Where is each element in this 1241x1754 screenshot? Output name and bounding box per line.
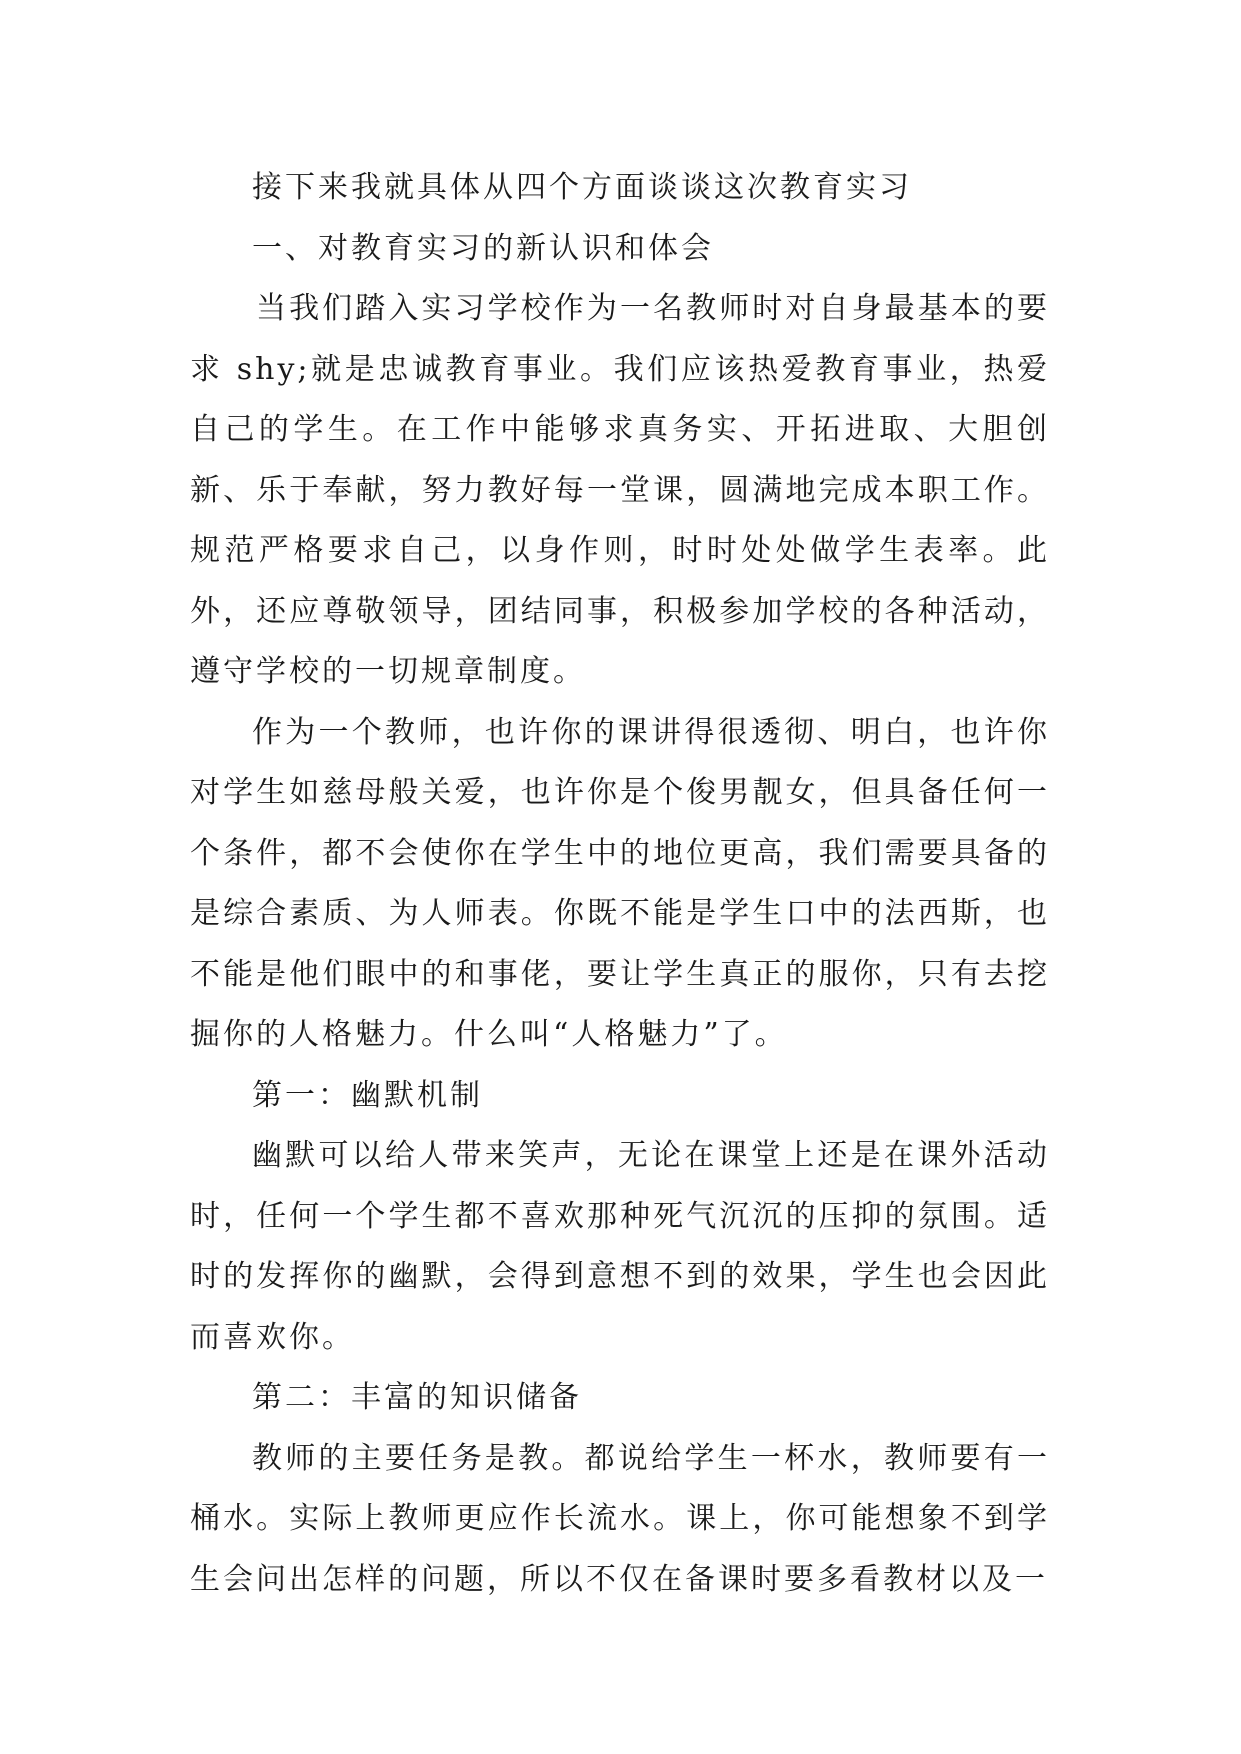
- body-paragraph: 当我们踏入实习学校作为一名教师时对自身最基本的要求 shy;就是忠诚教育事业。我们应该热爱教育事业，热爱自己的学生。在工作中能够求真务实、开拓进取、大胆创新、乐于奉献，努力教好每一堂课，圆满地完成本职工作。规范严格要求自己，以身作则，时时处处做学生表率。此外，还应尊敬领导，团结同事，积极参加学校的各种活动，遵守学校的一切规章制度。: [190, 291, 1050, 689]
- subheading: 第一：幽默机制: [252, 1077, 483, 1113]
- body-paragraph: 作为一个教师，也许你的课讲得很透彻、明白，也许你对学生如慈母般关爱，也许你是个俊男靓女，但具备任何一个条件，都不会使你在学生中的地位更高，我们需要具备的是综合素质、为人师表。你既不能是学生口中的法西斯，也不能是他们眼中的和事佬，要让学生真正的服你，只有去挖掘你的人格魅力。什么叫“人格魅力”了。: [190, 714, 1050, 1052]
- intro-paragraph: 接下来我就具体从四个方面谈谈这次教育实习: [252, 170, 912, 205]
- subheading: 第二：丰富的知识储备: [252, 1380, 582, 1415]
- section-heading: 一、对教育实习的新认识和体会: [252, 230, 714, 266]
- body-paragraph: 幽默可以给人带来笑声，无论在课堂上还是在课外活动时，任何一个学生都不喜欢那种死气沉沉的压抑的氛围。适时的发挥你的幽默，会得到意想不到的效果，学生也会因此而喜欢你。: [190, 1138, 1050, 1355]
- document-body: [190, 158, 1050, 1610]
- body-paragraph: 教师的主要任务是教。都说给学生一杯水，教师要有一桶水。实际上教师更应作长流水。课上，你可能想象不到学生会问出怎样的问题，所以不仅在备课时要多看教材以及一: [190, 1440, 1050, 1597]
